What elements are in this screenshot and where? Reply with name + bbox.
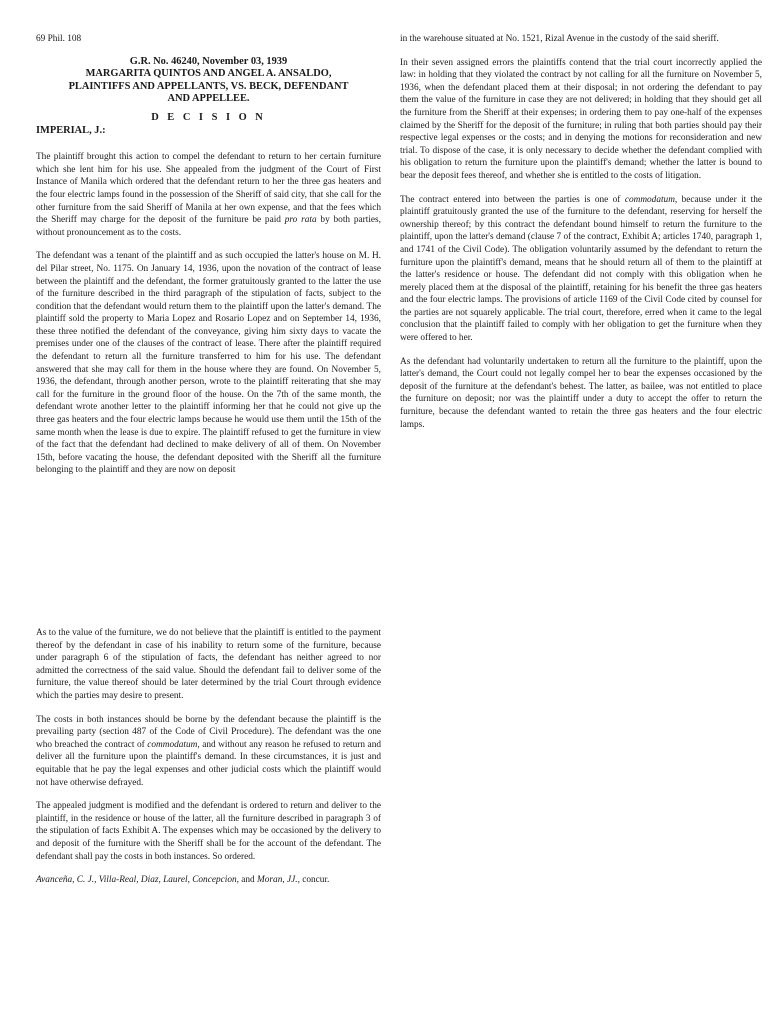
concurring-justices: Avanceña, C. J., Villa-Real, Diaz, Laurel, Concepcion, (36, 875, 239, 886)
paragraph: The appealed judgment is modified and the defendant is ordered to return and deliver to the plaintiff, in the residence or house of the latter, all the furniture described in paragraph 3 of the stipulation of facts Exhibit A. The expenses which may be occasioned by the delivery to and deposit of the furniture with the Sheriff shall be for the account of the defendant. The defendant shall pay the costs in both instances. So ordered. (36, 801, 381, 862)
left-column-top (36, 33, 381, 488)
parties-line-1: MARGARITA QUINTOS AND ANGEL A. ANSALDO, (85, 68, 332, 80)
case-header (36, 56, 381, 106)
right-column (400, 33, 762, 442)
paragraph-text: , because under it the plaintiff gratuitously granted the use of the furniture to the defendant, reserving for herself the ownership thereof; by this contract the defendant bound himself to return the furniture to the plaintiff, upon the latter's demand (clause 7 of the contract, Exhibit A; articles 1740, paragraph 1, and 1741 of the Civil Code). The obligation voluntarily assumed by the defendant to return the furniture upon the plaintiff's demand, means that he should return all of them to the plaintiff at the latter's residence or house. The defendant did not comply with this obligation when he merely placed them at the disposal of the plaintiff, retaining for his benefit the three gas heaters and the four electric lamps. The provisions of article 1169 of the Civil Code cited by counsel for the parties are not squarely applicable. The trial court, therefore, erred when it came to the legal conclusion that the plaintiff failed to comply with her obligation to get the furniture when they were offered to her. (400, 194, 763, 344)
parties-line-2: PLAINTIFFS AND APPELLANTS, VS. BECK, DEFENDANT (68, 80, 349, 92)
paragraph-text: The contract entered into between the parties is one of (400, 194, 625, 205)
justice-name: IMPERIAL, J.: (36, 124, 106, 136)
concurrence (36, 874, 381, 887)
paragraph-italic: pro rata (284, 215, 317, 226)
paragraph: As to the value of the furniture, we do not believe that the plaintiff is entitled to the payment thereof by the defendant in case of his inability to return some of the furniture, because under paragraph 6 of the stipulation of facts, the defendant has neither agreed to nor admitted the correctness of the said value. Should the defendant fail to deliver some of the furniture, the value thereof should be later determined by the trial Court through evidence which the parties may desire to present. (36, 628, 381, 701)
concur-end: , concur. (297, 875, 330, 886)
paragraph-text: The costs in both instances should be borne by the defendant because the plaintiff is the prevailing party (section 487 of the Code of Civil Procedure). The defendant was the one who breached the contract of (36, 714, 381, 750)
paragraph: In their seven assigned errors the plaintiffs contend that the trial court incorrectly applied the law: in holding that they violated the contract by not calling for all the furniture on November 5, 1936, when the defendant placed them at their disposal; in not ordering the defendant to pay them the value of the furniture in case they are not delivered; in holding that they should get all the furniture from the Sheriff at their expenses; in ordering them to pay one-half of the expenses claimed by the Sheriff for the deposit of the furniture; in ruling that both parties should pay their respective legal expenses or the costs; and in denying the motions for reconsideration and new trial. To dispose of the case, it is only necessary to decide whether the defendant complied with his obligation to return the furniture upon the plaintiff's demand; whether the latter is bound to bear the deposit fees thereof, and whether she is entitled to the costs of litigation. (400, 57, 762, 181)
paragraph (36, 714, 381, 790)
paragraph: in the warehouse situated at No. 1521, Rizal Avenue in the custody of the said sheriff. (400, 34, 719, 44)
concur-and: and (238, 875, 258, 886)
paragraph (36, 151, 381, 239)
paragraph-text: , and without any reason he refused to return and deliver all the furniture upon the plaintiff's demand. In these circumstances, it is just and equitable that he pay the legal expenses and other judicial costs which the plaintiff would not have otherwise defrayed. (36, 739, 381, 788)
concurring-justice-last: Moran, JJ. (257, 875, 298, 886)
parties-line-3: AND APPELLEE. (167, 93, 250, 105)
paragraph (400, 194, 762, 345)
paragraph-italic: commodatum (624, 194, 675, 205)
paragraph: As the defendant had voluntarily undertaken to return all the furniture to the plaintiff, upon the latter's demand, the Court could not legally compel her to bear the expenses occasioned by the deposit of the furniture at the defendant's behest. The latter, as bailee, was not entitled to place the furniture on deposit; nor was the plaintiff under a duty to accept the offer to return the furniture, because the defendant wanted to retain the three gas heaters and the four electric lamps. (400, 356, 762, 430)
case-number: G.R. No. 46240, November 03, 1939 (129, 55, 288, 67)
left-column-bottom (36, 627, 381, 898)
paragraph-text: by both parties, without pronouncement as to the costs. (36, 215, 381, 238)
paragraph: The defendant was a tenant of the plaintiff and as such occupied the latter's house on M. H. del Pilar street, No. 1175. On January 14, 1936, upon the novation of the contract of lease between the plaintiff and the defendant, the former gratuitously granted to the latter the use of the furniture described in the third paragraph of the stipulation of facts, subject to the condition that the defendant would return them to the plaintiff upon the latter's demand. The plaintiff sold the property to Maria Lopez and Rosario Lopez and on September 14, 1936, these three notified the defendant of the conveyance, giving him sixty days to vacate the premises under one of the clauses of the contract of lease. There after the plaintiff required the defendant to return all the furniture transferred to him for his use. The defendant answered that she may call for them in the house where they are found. On November 5, 1936, the defendant, through another person, wrote to the plaintiff reiterating that she may call for the furniture in the ground floor of the house. On the 7th of the same month, the defendant wrote another letter to the plaintiff informing her that he could not give up the three gas heaters and the four electric lamps because he would use them until the 15th of the same month when the lease is due to expire. The plaintiff refused to get the furniture in view of the fact that the defendant had declined to make delivery of all of them. On November 15th, before vacating the house, the defendant deposited with the Sheriff all the furniture belonging to the plaintiff and they are now on deposit (36, 251, 381, 476)
paragraph-italic: commodatum (147, 739, 198, 750)
citation: 69 Phil. 108 (36, 34, 82, 44)
decision-title: D E C I S I O N (151, 111, 266, 123)
paragraph-text: The plaintiff brought this action to compel the defendant to return to her certain furniture which she lent him for his use. She appealed from the judgment of the Court of First Instance of Manila which ordered that the defendant return to her the three gas heaters and the four electric lamps found in the possession of the Sheriff of said city, that she call for the other furniture from the said Sheriff of Manila at her own expense, and that the fees which the Sheriff may charge for the deposit of the furniture be paid (36, 152, 381, 226)
